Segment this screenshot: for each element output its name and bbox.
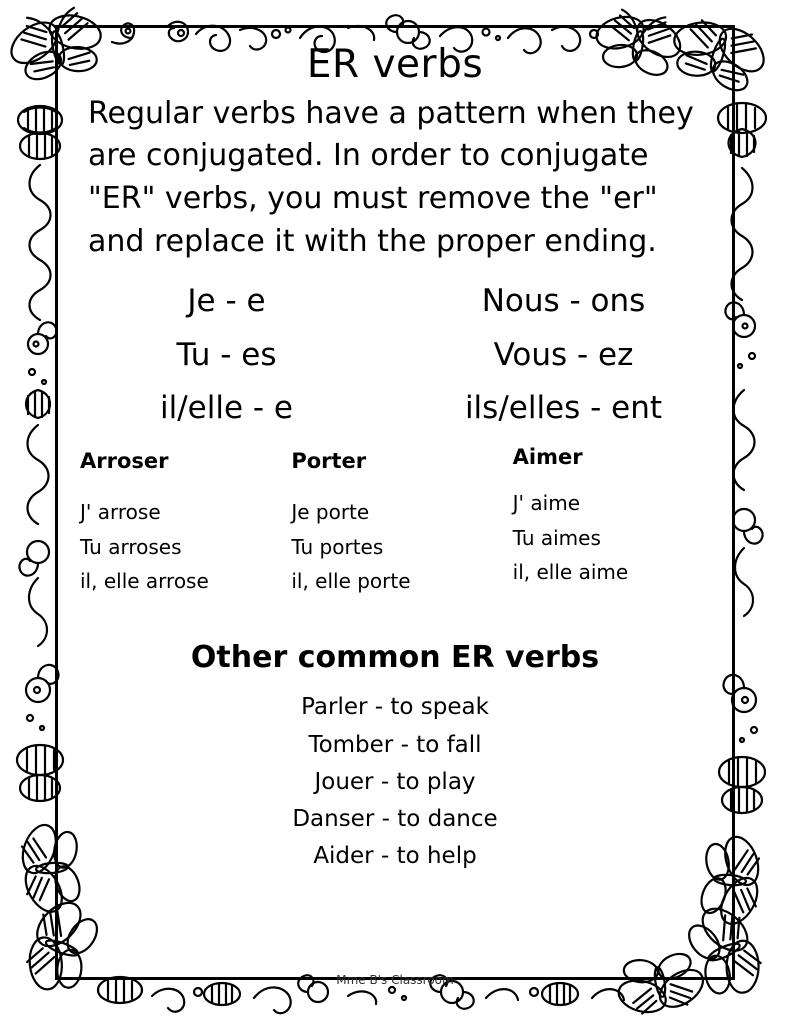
verb-column-porter [281, 449, 492, 598]
verb-infinitive: Porter [291, 449, 367, 474]
intro-paragraph: Regular verbs have a pattern when they are conjugated. In order to conjugate "ER" verbs, you must remove the "er" and replace it with the proper ending. [88, 95, 694, 259]
other-verbs-list [72, 689, 718, 875]
verb-form: J' arrose [80, 500, 161, 525]
verb-form: il, elle porte [291, 568, 411, 593]
verb-form: il, elle arrose [80, 568, 209, 593]
ending-je: Je - e [187, 283, 266, 320]
ending-il-elle: il/elle - e [159, 389, 293, 426]
verb-forms [80, 495, 281, 598]
verb-form: Tu arroses [80, 534, 182, 559]
ending-vous: Vous - ez [493, 336, 634, 373]
verb-form: Tu aimes [512, 525, 601, 550]
verb-form: il, elle aime [512, 559, 629, 584]
conjugation-examples [72, 445, 718, 598]
endings-column-singular [72, 275, 403, 435]
list-item: Jouer - to play [314, 768, 476, 795]
verb-column-arroser [76, 449, 281, 598]
ending-nous: Nous - ons [481, 283, 646, 320]
section-title-other-verbs: Other common ER verbs [190, 640, 600, 676]
list-item: Parler - to speak [301, 694, 489, 721]
verb-form: J' aime [512, 491, 581, 516]
endings-table [72, 275, 718, 435]
credit-line: Mme B's Classroom [336, 973, 454, 987]
worksheet-content [62, 34, 728, 987]
verb-form: Je porte [291, 500, 370, 525]
ending-ils-elles: ils/elles - ent [464, 389, 663, 426]
endings-column-plural [403, 275, 718, 435]
verb-forms [291, 495, 492, 598]
list-item: Aider - to help [313, 843, 477, 870]
page-title: ER verbs [306, 42, 484, 87]
list-item: Tomber - to fall [308, 731, 482, 758]
verb-infinitive: Arroser [80, 449, 169, 474]
verb-form: Tu portes [291, 534, 384, 559]
ending-tu: Tu - es [176, 336, 277, 373]
list-item: Danser - to dance [292, 806, 498, 833]
verb-infinitive: Aimer [512, 445, 583, 470]
verb-forms [513, 486, 714, 589]
verb-column-aimer [493, 445, 714, 598]
